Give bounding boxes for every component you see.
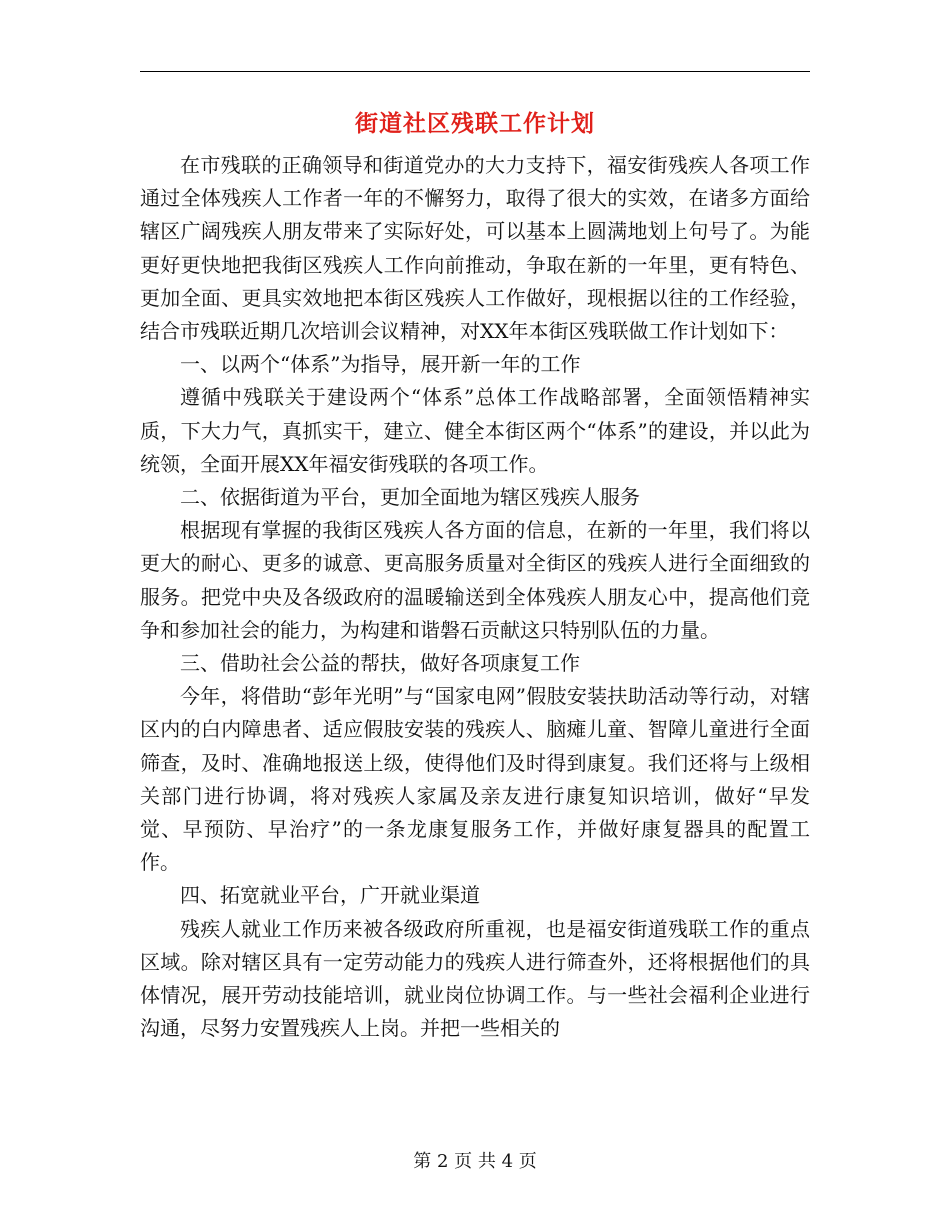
section-paragraph-2: 根据现有掌握的我街区残疾人各方面的信息，在新的一年里，我们将以更大的耐心、更多的诚意、更高服务质量对全街区的残疾人进行全面细致的服务。把党中央及各级政府的温暖输送到全体残疾人朋友心中，提高他们竞争和参加社会的能力，为构建和谐磐石贡献这只特别队伍的力量。 bbox=[140, 518, 810, 642]
document-body bbox=[140, 149, 810, 1045]
section-paragraph-1: 遵循中残联关于建设两个“体系”总体工作战略部署，全面领悟精神实质，下大力气，真抓实干，建立、健全本街区两个“体系”的建设，并以此为统领，全面开展XX年福安街残联的各项工作。 bbox=[140, 385, 810, 476]
section-paragraph-4: 残疾人就业工作历来被各级政府所重视，也是福安街道残联工作的重点区域。除对辖区具有一定劳动能力的残疾人进行筛查外，还将根据他们的具体情况，展开劳动技能培训，就业岗位协调工作。与一些社会福利企业进行沟通，尽努力安置残疾人上岗。并把一些相关的 bbox=[140, 916, 810, 1041]
section-heading-1: 一、以两个“体系”为指导，展开新一年的工作 bbox=[180, 352, 581, 377]
intro-paragraph: 在市残联的正确领导和街道党办的大力支持下，福安街残疾人各项工作通过全体残疾人工作者一年的不懈努力，取得了很大的实效，在诸多方面给辖区广阔残疾人朋友带来了实际好处，可以基本上圆满地划上句号了。为能更好更快地把我街区残疾人工作向前推动，争取在新的一年里，更有特色、更加全面、更具实效地把本街区残疾人工作做好，现根据以往的工作经验，结合市残联近期几次培训会议精神，对XX年本街区残联做工作计划如下： bbox=[140, 153, 810, 344]
section-heading-3: 三、借助社会公益的帮扶，做好各项康复工作 bbox=[180, 651, 580, 676]
page-indicator: 第 2 页 共 4 页 bbox=[413, 1151, 537, 1172]
section-heading-4: 四、拓宽就业平台，广开就业渠道 bbox=[180, 883, 480, 908]
header-rule bbox=[140, 71, 810, 72]
section-heading-2: 二、依据街道为平台，更加全面地为辖区残疾人服务 bbox=[180, 485, 640, 510]
document-title: 街道社区残联工作计划 bbox=[355, 110, 595, 137]
section-paragraph-3: 今年，将借助“彭年光明”与“国家电网”假肢安装扶助活动等行动，对辖区内的白内障患者、适应假肢安装的残疾人、脑瘫儿童、智障儿童进行全面筛查，及时、准确地报送上级，使得他们及时得到康复。我们还将与上级相关部门进行协调，将对残疾人家属及亲友进行康复知识培训，做好“早发觉、早预防、早治疗”的一条龙康复服务工作，并做好康复器具的配置工作。 bbox=[140, 684, 810, 875]
